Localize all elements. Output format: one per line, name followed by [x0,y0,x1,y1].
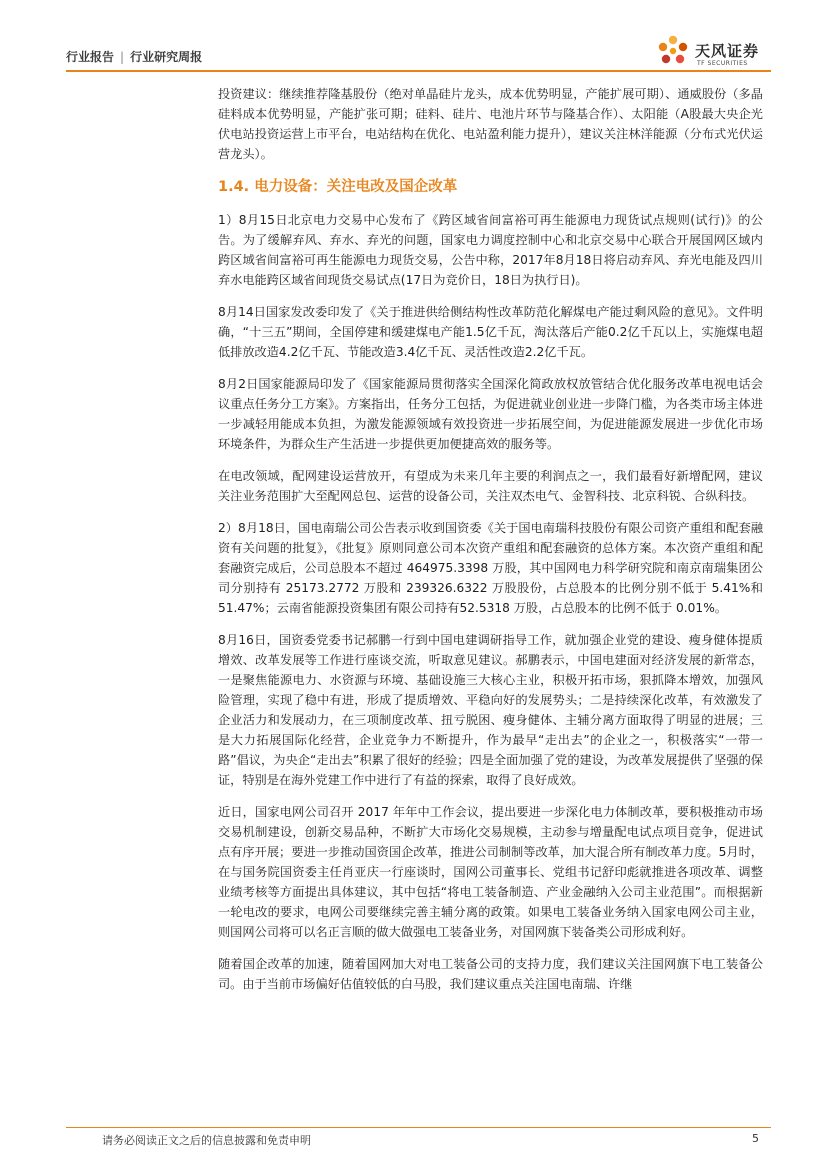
report-header [66,48,202,65]
report-subcategory: 行业研究周报 [130,50,203,64]
body-paragraph: 随着国企改革的加速，随着国网加大对电工装备公司的支持力度，我们建议关注国网旗下电工装备公司。由于当前市场偏好估值较低的白马股，我们建议重点关注国电南瑞、许继 [218,957,763,991]
header-separator: | [120,50,125,64]
brand-name-cn: 天风证券 [695,42,760,60]
body-paragraph: 近日，国家电网公司召开 2017 年年中工作会议，提出要进一步深化电力体制改革，要积极推动市场交易机制建设，创新交易品种，不断扩大市场化交易规模，主动参与增量配电试点项目竞争，促进试点有序开展；要进一步推动国资国企改革，推进公司制制等改革，加大混合所有制改革力度。5月时，在与国务院国资委主任肖亚庆一行座谈时，国网公司董事长、党组书记舒印彪就推进各项改革、调整业绩考核等方面提出具体建议，其中包括“将电工装备制造、产业金融纳入公司主业范围”。而根据新一轮电改的要求，电网公司要继续完善主辅分离的政策。如果电工装备业务纳入国家电网公司主业，则国网公司将可以名正言顺的做大做强电工装备业务，对国网旗下装备类公司形成利好。 [218,805,763,939]
header-divider [66,70,771,72]
brand-logo [655,32,773,72]
body-paragraph: 8月16日，国资委党委书记郝鹏一行到中国电建调研指导工作，就加强企业党的建设、瘦身健体提质增效、改革发展等工作进行座谈交流，听取意见建议。郝鹏表示，中国电建面对经济发展的新常态，一是聚焦能源电力、水资源与环境、基础设施三大核心主业，积极开拓市场，狠抓降本增效，加强风险管理，实现了稳中有进，形成了提质增效、平稳向好的发展势头；二是持续深化改革，有效激发了企业活力和发展动力，在三项制度改革、扭亏脱困、瘦身健体、主辅分离方面取得了明显的进展；三是大力拓展国际化经营，企业竞争力不断提升，作为最早“走出去”的企业之一，积极落实“一带一路”倡议，为央企“走出去”积累了很好的经验；四是全面加强了党的建设，为改革发展提供了坚强的保证，特别是在海外党建工作中进行了有益的探索，取得了良好成效。 [218,633,763,787]
section-heading: 1.4. 电力设备：关注电改及国企改革 [218,179,458,195]
footer-divider [66,1127,771,1128]
footer-disclaimer: 请务必阅读正文之后的信息披露和免责申明 [102,1134,311,1147]
report-category: 行业报告 [66,50,115,64]
body-paragraph: 在电改领域，配网建设运营放开，有望成为未来几年主要的利润点之一，我们最看好新增配网，建议关注业务范围扩大至配网总包、运营的设备公司，关注双杰电气、金智科技、北京科锐、合纵科技。 [218,469,763,503]
body-paragraph: 1）8月15日北京电力交易中心发布了《跨区域省间富裕可再生能源电力现货试点规则(试行)》的公告。为了缓解弃风、弃水、弃光的问题，国家电力调度控制中心和北京交易中心联合开展国网区域内跨区域省间富裕可再生能源电力现货交易，公告中称，2017年8月18日将启动弃风、弃光电能及四川弃水电能跨区域省间现货交易试点(17日为竞价日，18日为执行日)。 [218,213,763,287]
body-paragraph: 8月14日国家发改委印发了《关于推进供给侧结构性改革防范化解煤电产能过剩风险的意见》。文件明确，“十三五”期间，全国停建和缓建煤电产能1.5亿千瓦，淘汰落后产能0.2亿千瓦以上，实施煤电超低排放改造4.2亿千瓦、节能改造3.4亿千瓦、灵活性改造2.2亿千瓦。 [218,305,763,359]
brand-name-en: TF SECURITIES [697,60,748,67]
page-number: 5 [752,1132,759,1145]
investment-advice-paragraph: 投资建议：继续推荐隆基股份（绝对单晶硅片龙头，成本优势明显，产能扩展可期）、通威股份（多晶硅料成本优势明显，产能扩张可期；硅料、硅片、电池片环节与隆基合作）、太阳能（A股最大央企光伏电站投资运营上市平台，电站结构在优化、电站盈利能力提升），建议关注林洋能源（分布式光伏运营龙头）。 [218,87,763,161]
body-paragraph: 8月2日国家能源局印发了《国家能源局贯彻落实全国深化简政放权放管结合优化服务改革电视电话会议重点任务分工方案》。方案指出，任务分工包括，为促进就业创业进一步降门槛，为各类市场主体进一步减轻用能成本负担，为激发能源领域有效投资进一步拓展空间，为促进能源发展进一步优化市场环境条件，为群众生产生活进一步提供更加便捷高效的服务等。 [218,377,763,451]
body-paragraph: 2）8月18日，国电南瑞公司公告表示收到国资委《关于国电南瑞科技股份有限公司资产重组和配套融资有关问题的批复》，《批复》原则同意公司本次资产重组和配套融资的总体方案。本次资产重组和配套融资完成后，公司总股本不超过 464975.3398 万股，其中国网电力科学研究院和南京南瑞集团公司分别持有 25173.2772 万股和 239326.6322 万股股份，占总股本的比例分别不低于 5.41%和 51.47%；云南省能源投资集团有限公司持有52.5318 万股，占总股本的比例不低于 0.01%。 [218,521,763,615]
report-body [218,84,763,1006]
brand-flower-icon [655,34,691,70]
